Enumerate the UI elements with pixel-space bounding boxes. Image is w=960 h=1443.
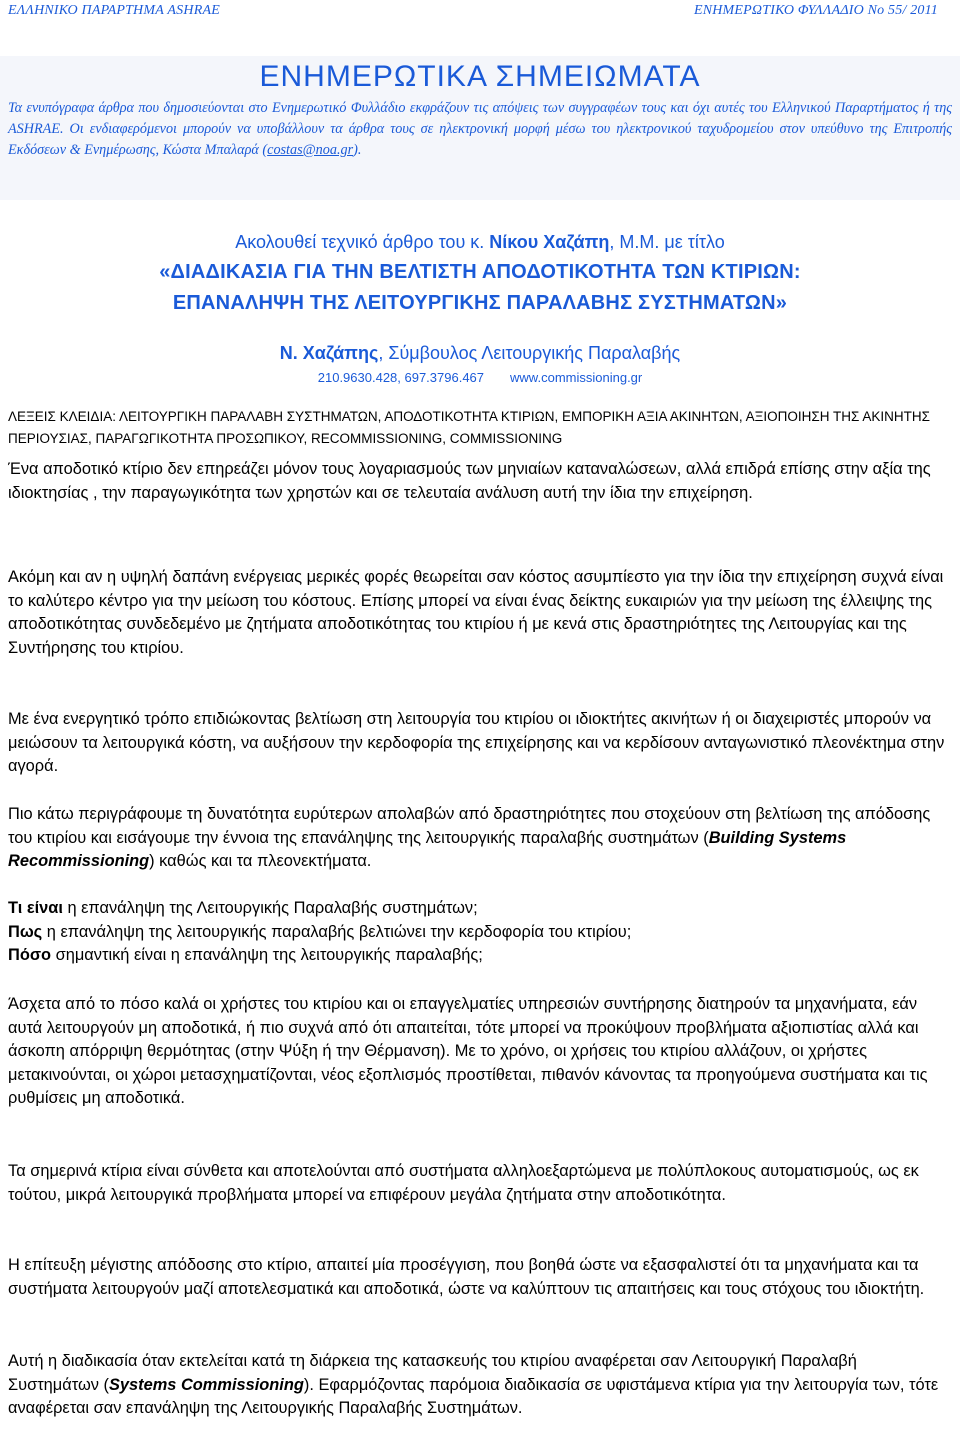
keywords: ΛΕΞΕΙΣ ΚΛΕΙΔΙΑ: ΛΕΙΤΟΥΡΓΙΚΗ ΠΑΡΑΛΑΒΗ ΣΥΣΤΗΜΑΤΩΝ, ΑΠΟΔΟΤΙΚΟΤΗΤΑ ΚΤΙΡΙΩΝ, ΕΜΠΟΡΙΚΗ ΑΞΙΑ ΑΚΙΝΗΤΩΝ, ΑΞΙΟΠΟΙΗΣΗ ΤΗΣ ΑΚΙΝΗΤΗΣ ΠΕΡΙΟΥΣΙΑΣ, ΠΑΡΑΓΩΓΙΚΟΤΗΤΑ ΠΡΟΣΩΠΙΚΟΥ, RECOMMISSIONING, COMMISSIONING bbox=[8, 409, 930, 446]
paragraph-8 bbox=[8, 1350, 952, 1421]
paragraph-5: Άσχετα από το πόσο καλά οι χρήστες του κτιρίου και οι επαγγελματίες υπηρεσιών συντήρησης διατηρούν τα μηχανήματα, εάν αυτά λειτουργούν μη αποδοτικά, ή πιο συχνά από ότι απαιτείται, τότε μπορεί να προκύψουν προβλήματα αξιοπιστίας αλλά και άσκοπη απόρριψη θερμότητας (στην Ψύξη ή την Θέρμανση). Με το χρόνο, οι χρήσεις του κτιρίου αλλάζουν, οι χρήστες μετακινούνται, οι χώροι μετασχηματίζονται, νέος εξοπλισμός προστίθεται, πιθανόν κάνοντας τα προηγούμενα συστήματα και τις ρυθμίσεις μη αποδοτικά. bbox=[8, 995, 928, 1107]
banner-title: ΕΝΗΜΕΡΩΤΙΚΑ ΣΗΜΕΙΩΜΑΤΑ bbox=[259, 60, 701, 93]
author-phones: 210.9630.428, 697.3796.467 bbox=[317, 370, 485, 385]
paragraph-4 bbox=[8, 803, 952, 874]
paragraph-8-text: Αυτή η διαδικασία όταν εκτελείται κατά τη διάρκεια της κατασκευής του κτιρίου αναφέρεται σαν Λειτουργική Παραλαβή Συστημάτων ( bbox=[8, 1352, 857, 1394]
question-3-text: σημαντική είναι η επανάληψη της λειτουργικής παραλαβής; bbox=[51, 946, 483, 964]
email-link[interactable]: costas@noa.gr bbox=[267, 142, 354, 158]
question-list bbox=[8, 897, 952, 968]
byline-role: , Σύμβουλος Λειτουργικής Παραλαβής bbox=[378, 343, 681, 363]
paragraph-1: Ένα αποδοτικό κτίριο δεν επηρεάζει μόνον τους λογαριασμούς των μηνιαίων καταναλώσεων, αλλά επιδρά επίσης στην αξία της ιδιοκτησίας , την παραγωγικότητα των χρηστών και σε τελευταία ανάλυση αυτή την ίδια την επιχείρηση. bbox=[8, 460, 931, 502]
banner-text-main: Τα ενυπόγραφα άρθρα που δημοσιεύονται στο Ενημερωτικό Φυλλάδιο εκφράζουν τις απόψεις των συγγραφέων τους και όχι αυτές του Ελληνικού Παραρτήματος ή της ASHRAE. Οι ενδιαφερόμενοι μπορούν να υποβάλλουν τα άρθρα τους σε ηλεκτρονική μορφή μέσω του ηλεκτρονικού ταχυδρομείου στον υπεύθυνο της Επιτροπής Εκδόσεων & Ενημέρωσης, Κώστα Μπαλαρά ( bbox=[8, 100, 952, 158]
question-3-keyword: Πόσο bbox=[8, 946, 52, 964]
banner-text bbox=[8, 98, 952, 161]
header-right-text: ΕΝΗΜΕΡΩΤΙΚΟ ΦΥΛΛΑΔΙΟ Νο 55/ 2011 bbox=[693, 3, 938, 18]
paragraph-4-term: Building Systems Recommissioning bbox=[8, 828, 847, 870]
question-2-text: η επανάληψη της λειτουργικής παραλαβής βελτιώνει την κερδοφορία του κτιρίου; bbox=[42, 922, 632, 941]
author-byline bbox=[0, 343, 960, 364]
question-1-keyword: Τι είναι bbox=[8, 899, 63, 917]
paragraph-2: Ακόμη και αν η υψηλή δαπάνη ενέργειας μερικές φορές θεωρείται σαν κόστος ασυμπίεστο για την ίδια την επιχείρηση συχνά είναι το καλύτερο κέντρο για την μείωση του κόστους. Επίσης μπορεί να είναι ένας δείκτης ευκαιριών για την μείωση της έλλειψης της αποδοτικότητας συνδεδεμένο με ζητήματα αποδοτικότητας του κτιρίου ή με κενά στις δραστηριότητες της Λειτουργίας και της Συντήρησης του κτιρίου. bbox=[8, 568, 944, 657]
paragraph-3: Με ένα ενεργητικό τρόπο επιδιώκοντας βελτίωση στη λειτουργία του κτιρίου οι ιδιοκτήτες ακινήτων ή οι διαχειριστές μπορούν να μειώσουν τα λειτουργικά κόστη, να αυξήσουν την κερδοφορία της επιχείρησης και να κερδίσουν ανταγωνιστικό πλεονέκτημα στην αγορά. bbox=[8, 710, 945, 775]
author-website[interactable]: www.commissioning.gr bbox=[510, 370, 643, 385]
question-3 bbox=[8, 946, 483, 964]
intro-author: Νίκου Χαζάπη bbox=[489, 232, 610, 252]
article-title-line-1: «ΔΙΑΔΙΚΑΣΙΑ ΓΙΑ ΤΗΝ ΒΕΛΤΙΣΤΗ ΑΠΟΔΟΤΙΚΟΤΗΤΑ ΤΩΝ ΚΤΙΡΙΩΝ: bbox=[159, 261, 801, 283]
paragraph-6: Τα σημερινά κτίρια είναι σύνθετα και αποτελούνται από συστήματα αλληλοεξαρτώμενα με πολύπλοκους αυτοματισμούς, ως εκ τούτου, μικρά λειτουργικά προβλήματα μπορεί να επιφέρουν μεγάλα ζητήματα στην αποδοτικότητα. bbox=[8, 1162, 919, 1204]
paragraph-8-end: ). Εφαρμόζοντας παρόμοια διαδικασία σε υφιστάμενα κτίρια για την λειτουργία των, τότε αναφέρεται σαν επανάληψη της Λειτουργικής Παραλαβής Συστημάτων. bbox=[8, 1375, 939, 1417]
article-title-line-2: ΕΠΑΝΑΛΗΨΗ ΤΗΣ ΛΕΙΤΟΥΡΓΙΚΗΣ ΠΑΡΑΛΑΒΗΣ ΣΥΣΤΗΜΑΤΩΝ» bbox=[172, 292, 788, 314]
header-left-text: ΕΛΛΗΝΙΚΟ ΠΑΡΑΡΤΗΜΑ ASHRAE bbox=[8, 3, 220, 18]
paragraph-7: Η επίτευξη μέγιστης απόδοσης στο κτίριο, απαιτεί μία προσέγγιση, που βοηθά ώστε να εξασφαλιστεί ότι τα μηχανήματα και τα συστήματα λειτουργούν μαζί αποτελεσματικά και αποδοτικά, ώστε να καλύπτουν τις απαιτήσεις και τους στόχους του ιδιοκτήτη. bbox=[8, 1256, 925, 1298]
paragraph-4-text: Πιο κάτω περιγράφουμε τη δυνατότητα ευρύτερων απολαβών από δραστηριότητες που στοχεύουν στη βελτίωση της απόδοσης του κτιρίου και εισάγουμε την έννοια της επανάληψης της λειτουργικής παραλαβής συστημάτων ( bbox=[8, 805, 931, 847]
question-1 bbox=[8, 899, 478, 917]
paragraph-4-end: ) καθώς και τα πλεονεκτήματα. bbox=[149, 852, 372, 870]
intro-suffix: , Μ.Μ. με τίτλο bbox=[609, 232, 725, 252]
byline-name: Ν. Χαζάπης bbox=[279, 343, 379, 363]
author-contact bbox=[0, 370, 960, 385]
article-intro bbox=[0, 232, 960, 253]
question-2-keyword: Πως bbox=[8, 922, 43, 941]
question-1-text: η επανάληψη της Λειτουργικής Παραλαβής συστημάτων; bbox=[62, 899, 478, 917]
intro-prefix: Ακολουθεί τεχνικό άρθρο του κ. bbox=[235, 232, 490, 252]
page-header bbox=[0, 0, 960, 26]
banner-text-end: ). bbox=[353, 142, 362, 158]
question-2 bbox=[8, 923, 631, 941]
paragraph-8-term: Systems Commissioning bbox=[108, 1375, 304, 1394]
